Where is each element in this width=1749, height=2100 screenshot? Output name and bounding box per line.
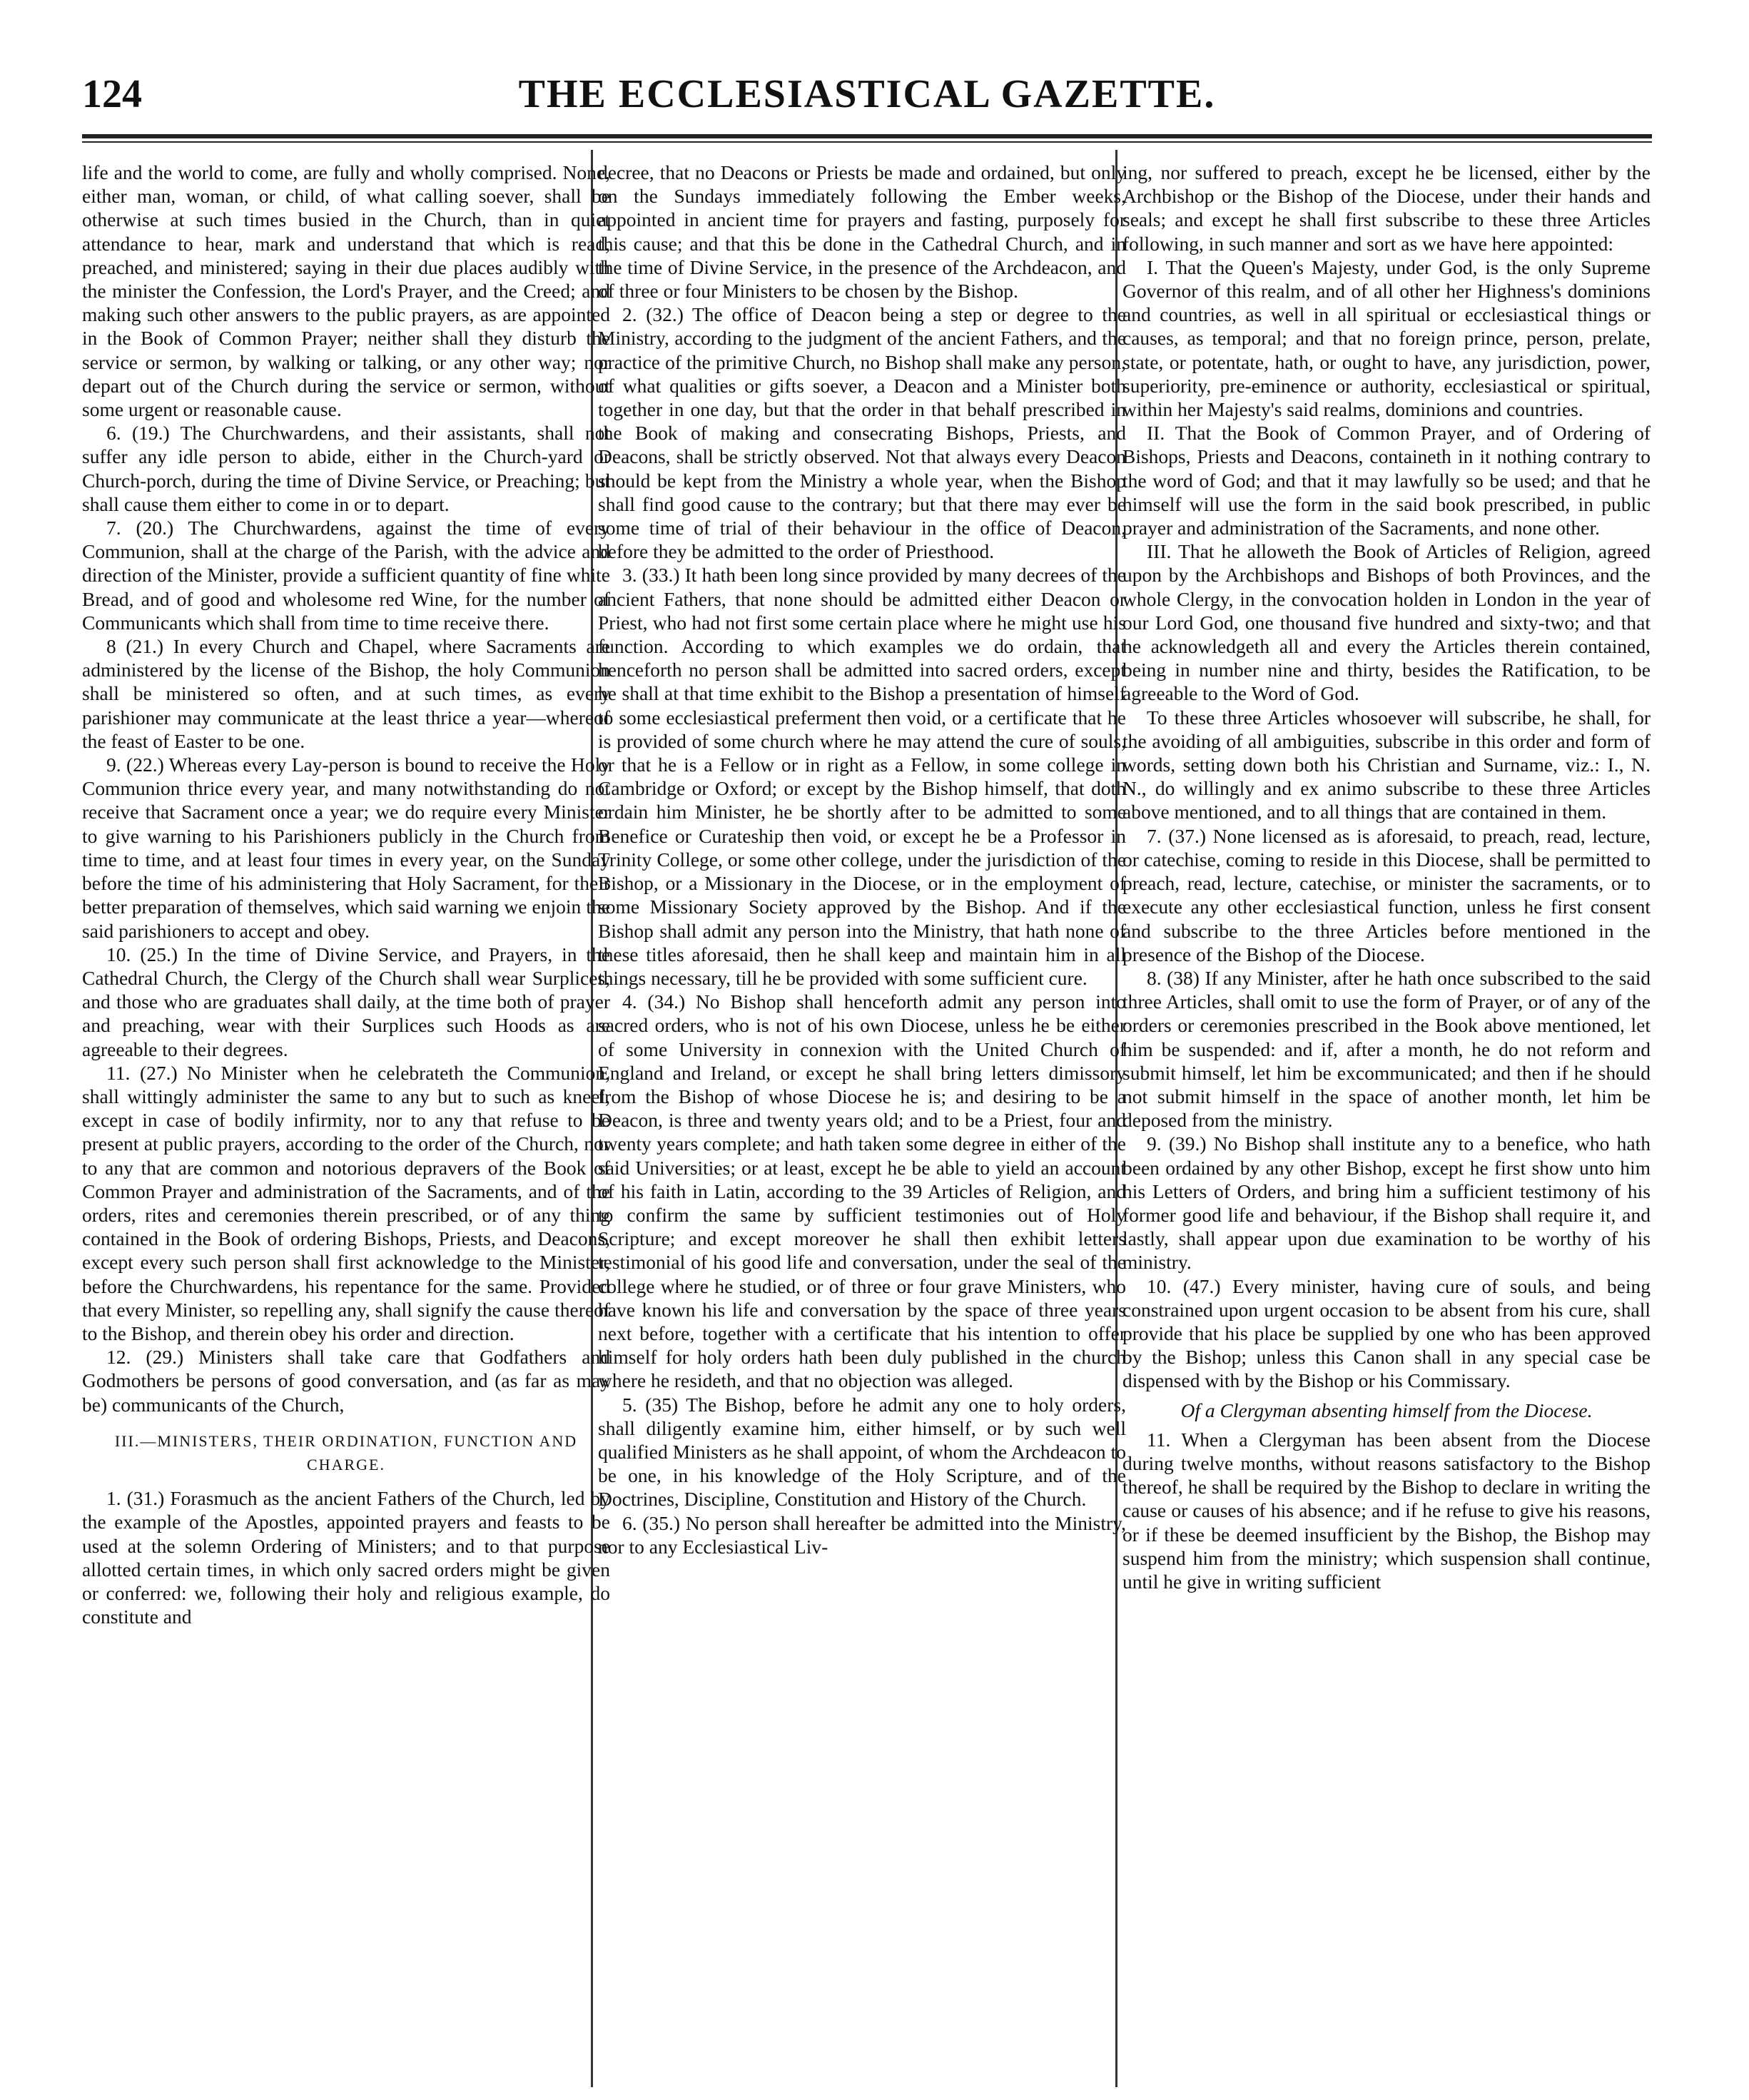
paragraph: 9. (39.) No Bishop shall institute any to a benefice, who hath been ordained by any other Bishop, except he first show unto him his Letters of Orders, and bring him a sufficient testimony of his former good life and behaviour, if the Bishop shall require it, and lastly, shall appear upon due examination to be worthy of his ministry. — [1122, 1132, 1651, 1274]
paragraph: decree, that no Deacons or Priests be made and ordained, but only on the Sundays immediately following the Ember weeks, appointed in ancient time for prayers and fasting, purposely for this cause; and that this be done in the Cathedral Church, and in the time of Divine Service, in the presence of the Archdeacon, and of three or four Ministers to be chosen by the Bishop. — [598, 161, 1126, 303]
text-column-1 — [82, 161, 610, 2087]
paragraph: ing, nor suffered to preach, except he be licensed, either by the Archbishop or the Bishop of the Diocese, under their hands and seals; and except he shall first subscribe to these three Articles following, in such manner and sort as we have here appointed: — [1122, 161, 1651, 255]
paragraph: 3. (33.) It hath been long since provided by many decrees of the ancient Fathers, that none should be admitted either Deacon or Priest, who had not first some certain place where he might use his function. According to which examples we do ordain, that henceforth no person shall be admitted into sacred orders, except he shall at that time exhibit to the Bishop a presentation of himself to some ecclesiastical preferment then void, or a certificate that he is provided of some church where he may attend the cure of souls, or that he is a Fellow or in right as a Fellow, in some college in Cambridge or Oxford; or except by the Bishop himself, that doth ordain him Minister, he be shortly after to be admitted to some Benefice or Curateship then void, or except he be a Professor in Trinity College, or some other college, under the jurisdiction of the Bishop, or a Missionary in the Diocese, or in the employment of some Missionary Society approved by the Bishop. And if the Bishop shall admit any person into the Ministry, that hath none of these titles aforesaid, then he shall keep and maintain him in all things necessary, till he be provided with some sufficient cure. — [598, 564, 1126, 989]
header-rule-thin — [82, 141, 1652, 143]
paragraph: II. That the Book of Common Prayer, and of Ordering of Bishops, Priests and Deacons, containeth in it nothing contrary to the word of God; and that it may lawfully so be used; and that he himself will use the form in the said book prescribed, in public prayer and administration of the Sacraments, and none other. — [1122, 422, 1651, 539]
paragraph: life and the world to come, are fully and wholly comprised. None, either man, woman, or child, of what calling soever, shall be otherwise at such times busied in the Church, than in quiet attendance to hear, mark and understand that which is read, preached, and ministered; saying in their due places audibly with the minister the Confession, the Lord's Prayer, and the Creed; and making such other answers to the public prayers, as are appointed in the Book of Common Prayer; neither shall they disturb the service or sermon, by walking or talking, or any other way; nor depart out of the Church during the service or sermon, without some urgent or reasonable cause. — [82, 161, 610, 421]
text-column-3 — [1122, 161, 1651, 2087]
paragraph: 10. (47.) Every minister, having cure of souls, and being constrained upon urgent occasion to be absent from his cure, shall provide that his place be supplied by one who has been approved by the Bishop; unless this Canon shall in any special case be dispensed with by the Bishop or his Commissary. — [1122, 1274, 1651, 1392]
paragraph: 10. (25.) In the time of Divine Service, and Prayers, in the Cathedral Church, the Clergy of the Church shall wear Surplices, and those who are graduates shall daily, at the time both of prayer and preaching, wear with their Surplices such Hoods as are agreeable to their degrees. — [82, 943, 610, 1060]
italic-heading: Of a Clergyman absenting himself from the Diocese. — [1180, 1399, 1593, 1421]
paragraph: III. That he alloweth the Book of Articles of Religion, agreed upon by the Archbishops and Bishops of both Provinces, and the whole Clergy, in the convocation holden in London in the year of our Lord God, one thousand five hundred and sixty-two; and that he acknowledgeth all and every the Articles therein contained, being in number nine and thirty, besides the Ratification, to be agreeable to the Word of God. — [1122, 540, 1651, 705]
paragraph: 11. (27.) No Minister when he celebrateth the Communion, shall wittingly administer the same to any but to such as kneel, except in case of bodily infirmity, nor to any that refuse to be present at public prayers, according to the order of the Church, nor to any that are common and notorious depravers of the Book of Common Prayer and administration of the Sacraments, and of the orders, rites and ceremonies therein prescribed, or of any thing contained in the Book of ordering Bishops, Priests, and Deacons, except every such person shall first acknowledge to the Minister, before the Churchwardens, his repentance for the same. Provided that every Minister, so repelling any, shall signify the cause thereof to the Bishop, and therein obey his order and direction. — [82, 1061, 610, 1344]
page-header — [82, 71, 1652, 128]
paragraph: 9. (22.) Whereas every Lay-person is bound to receive the Holy Communion thrice every year, and many notwithstanding do not receive that Sacrament once a year; we do require every Minister to give warning to his Parishioners publicly in the Church from time to time, and at least four times in every year, on the Sunday before the time of his administering that Holy Sacrament, for their better preparation of themselves, which said warning we enjoin the said parishioners to accept and obey. — [82, 754, 610, 942]
paragraph: 5. (35) The Bishop, before he admit any one to holy orders, shall diligently examine him, either himself, or by such well qualified Ministers as he shall appoint, of whom the Archdeacon to be one, in his knowledge of the Holy Scripture, and of the Doctrines, Discipline, Constitution and History of the Church. — [598, 1393, 1126, 1511]
header-rule-thick — [82, 134, 1652, 138]
text-column-2 — [598, 161, 1126, 2087]
paragraph: 7. (37.) None licensed as is aforesaid, to preach, read, lecture, or catechise, coming to reside in this Diocese, shall be permitted to preach, read, lecture, catechise, or minister the sacraments, or to execute any other ecclesiastical function, unless he first consent and subscribe to the three Articles before mentioned in the presence of the Bishop of the Diocese. — [1122, 824, 1651, 965]
paragraph: 1. (31.) Forasmuch as the ancient Fathers of the Church, led by the example of the Apostles, appointed prayers and feasts to be used at the solemn Ordering of Ministers; and to that purpose allotted certain times, in which only sacred orders might be given or conferred: we, following their holy and religious example, do constitute and — [82, 1487, 610, 1628]
page-title: THE ECCLESIASTICAL GAZETTE. — [518, 72, 1216, 116]
paragraph: To these three Articles whosoever will subscribe, he shall, for the avoiding of all ambiguities, subscribe in this order and form of words, setting down both his Christian and Surname, viz.: I., N. N., do willingly and ex animo subscribe to these three Articles above mentioned, and to all things that are contained in them. — [1122, 706, 1651, 823]
paragraph: 12. (29.) Ministers shall take care that Godfathers and Godmothers be persons of good conversation, and (as far as may be) communicants of the Church, — [82, 1346, 610, 1416]
paragraph: 7. (20.) The Churchwardens, against the time of every Communion, shall at the charge of the Parish, with the advice and direction of the Minister, provide a sufficient quantity of fine white Bread, and of good and wholesome red Wine, for the number of Communicants which shall from time to time receive there. — [82, 517, 610, 634]
paragraph: 2. (32.) The office of Deacon being a step or degree to the Ministry, according to the judgment of the ancient Fathers, and the practice of the primitive Church, no Bishop shall make any person, of what qualities or gifts soever, a Deacon and a Minister both together in one day, but that the order in that behalf prescribed in the Book of making and consecrating Bishops, Priests, and Deacons, shall be strictly observed. Not that always every Deacon should be kept from the Ministry a whole year, when the Bishop shall find good cause to the contrary; but that there may ever be some time of trial of their behaviour in the office of Deacon, before they be admitted to the order of Priesthood. — [598, 303, 1126, 563]
section-heading: III.—MINISTERS, THEIR ORDINATION, FUNCTION AND CHARGE. — [114, 1431, 578, 1473]
page-number: 124 — [82, 72, 142, 116]
paragraph: 6. (35.) No person shall hereafter be admitted into the Ministry, nor to any Ecclesiastical Liv- — [598, 1511, 1126, 1558]
paragraph: 8. (38) If any Minister, after he hath once subscribed to the said three Articles, shall omit to use the form of Prayer, or of any of the orders or ceremonies prescribed in the Book above mentioned, let him be suspended: and if, after a month, he do not reform and submit himself, let him be excommunicated; and then if he should not submit himself in the space of another month, let him be deposed from the ministry. — [1122, 966, 1651, 1132]
paragraph: 6. (19.) The Churchwardens, and their assistants, shall not suffer any idle person to abide, either in the Church-yard or Church-porch, during the time of Divine Service, or Preaching; but shall cause them either to come in or to depart. — [82, 422, 610, 515]
paragraph: 4. (34.) No Bishop shall henceforth admit any person into sacred orders, who is not of his own Diocese, unless he be either of some University in connexion with the United Church of England and Ireland, or except he shall bring letters dimissory from the Bishop of whose Diocese he is; and desiring to be a Deacon, is three and twenty years old; and to be a Priest, four and twenty years complete; and hath taken some degree in either of the said Universities; or at least, except he be able to yield an account of his faith in Latin, according to the 39 Articles of Religion, and to confirm the same by sufficient testimonies out of Holy Scripture; and except moreover he shall then exhibit letters testimonial of his good life and conversation, under the seal of the college where he studied, or of three or four grave Ministers, who have known his life and conversation by the space of three years next before, together with a certificate that his intention to offer himself for holy orders hath been duly published in the church where he resideth, and that no objection was alleged. — [598, 990, 1126, 1392]
paragraph: 8 (21.) In every Church and Chapel, where Sacraments are administered by the license of the Bishop, the holy Communion shall be ministered so often, and at such times, as every parishioner may communicate at the least thrice a year—whereof the feast of Easter to be one. — [82, 635, 610, 752]
paragraph: 11. When a Clergyman has been absent from the Diocese during twelve months, without reasons satisfactory to the Bishop thereof, he shall be required by the Bishop to declare in writing the cause or causes of his absence; and if he refuse to give his reasons, or if these be deemed insufficient by the Bishop, the Bishop may suspend him from the ministry; which suspension shall continue, until he give in writing sufficient — [1122, 1428, 1651, 1593]
paragraph: I. That the Queen's Majesty, under God, is the only Supreme Governor of this realm, and of all other her Highness's dominions and countries, as well in all spiritual or ecclesiastical things or causes, as temporal; and that no foreign prince, person, prelate, state, or potentate, hath, or ought to have, any jurisdiction, power, superiority, pre-eminence or authority, ecclesiastical or spiritual, within her Majesty's said realms, dominions and countries. — [1122, 255, 1651, 421]
